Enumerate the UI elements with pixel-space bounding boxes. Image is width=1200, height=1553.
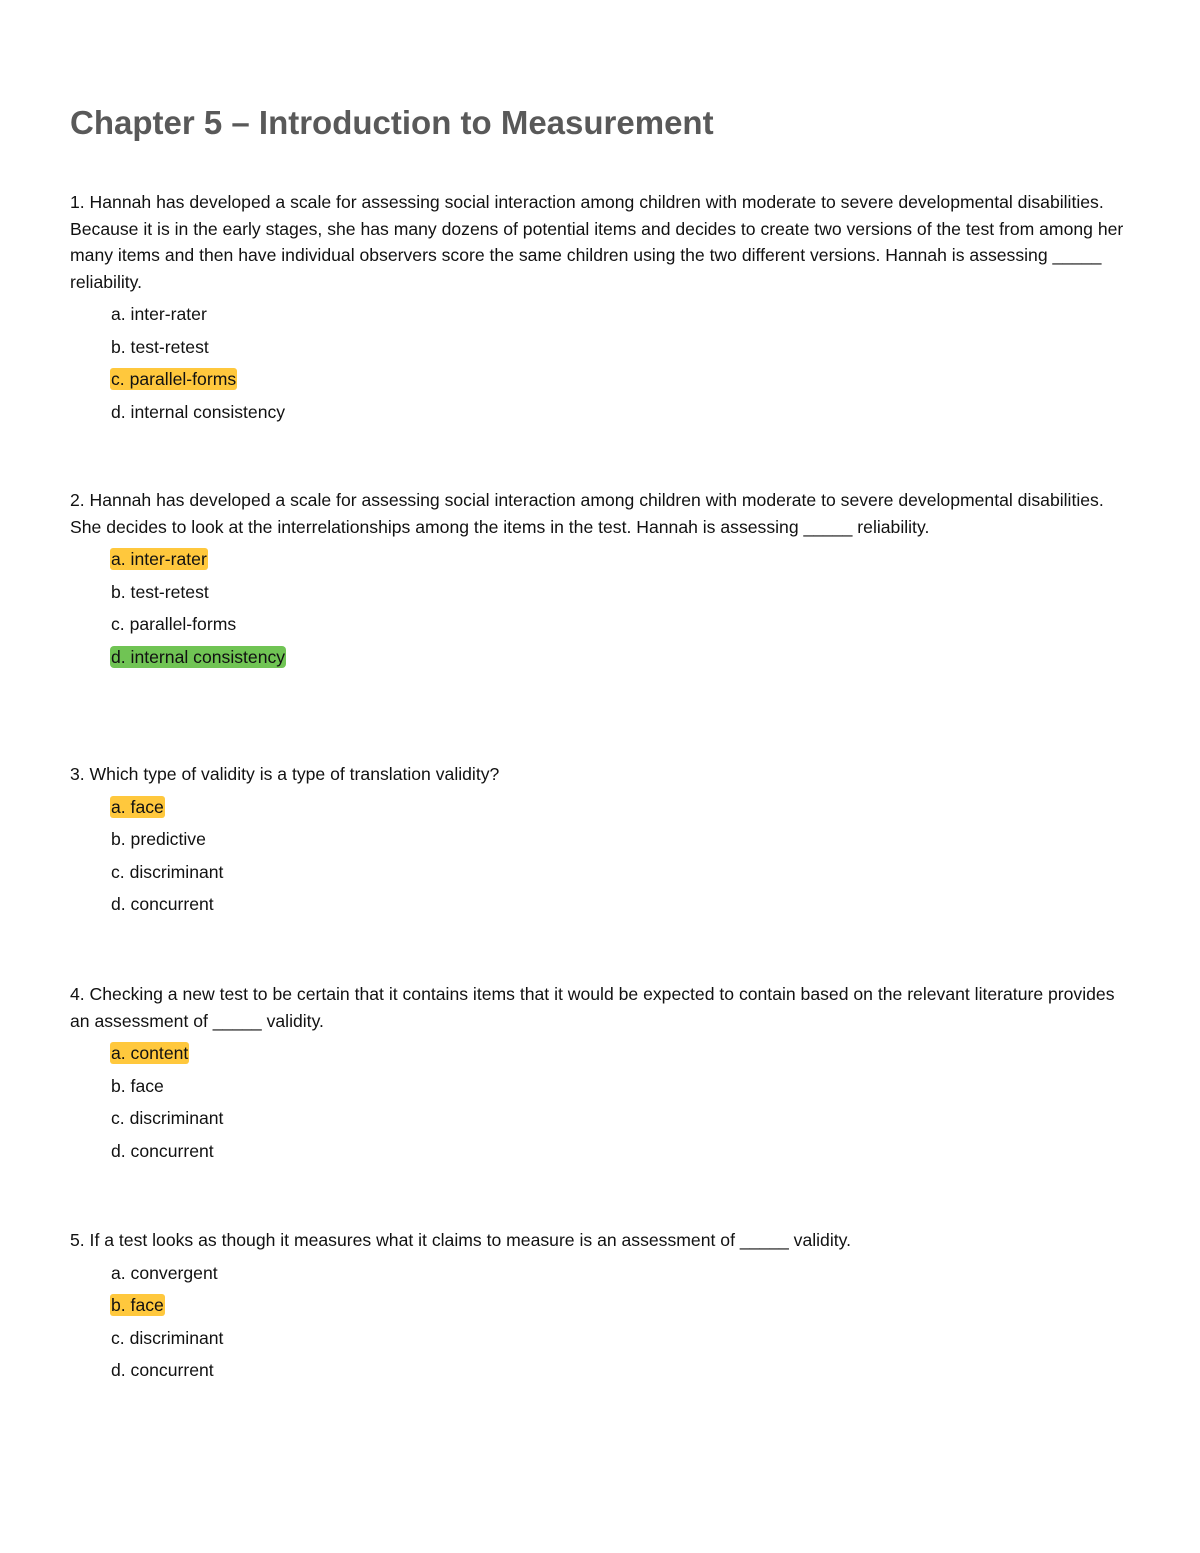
answer-options — [110, 298, 1135, 428]
answer-option-c — [110, 1102, 1135, 1135]
answer-option-d — [110, 888, 1135, 921]
answer-option-b — [110, 331, 1135, 364]
answer-option-text: d. concurrent — [111, 1360, 214, 1380]
answer-options — [110, 791, 1135, 921]
answer-option-b — [110, 1289, 1135, 1322]
answer-option-text: c. parallel-forms — [111, 369, 237, 389]
question-1 — [70, 189, 1135, 428]
answer-option-d — [110, 396, 1135, 429]
answer-option-b — [110, 823, 1135, 856]
answer-option-text: b. predictive — [111, 829, 206, 849]
answer-option-d — [110, 641, 1135, 674]
answer-option-text: d. internal consistency — [111, 401, 286, 422]
answer-option-text: a. inter-rater — [111, 304, 207, 324]
answer-option-text: a. convergent — [111, 1262, 218, 1283]
answer-options — [110, 1257, 1135, 1387]
answer-option-text: d. internal consistency — [111, 646, 286, 667]
answer-option-c — [110, 363, 1135, 396]
answer-option-a — [110, 1037, 1135, 1070]
answer-option-text: c. parallel-forms — [111, 614, 237, 634]
answer-option-d — [110, 1354, 1135, 1387]
answer-option-b — [110, 576, 1135, 609]
answer-option-text: b. face — [111, 1295, 164, 1315]
question-stem: 2. Hannah has developed a scale for assessing social interaction among children with moderate to severe developmental disabilities. She decides to look at the interrelationships among the items in the test. Hannah is assessing _____ reliability. — [70, 490, 1104, 537]
answer-option-c — [110, 1322, 1135, 1355]
answer-option-text: b. face — [111, 1075, 164, 1096]
answer-option-text: c. discriminant — [111, 861, 224, 882]
answer-option-a — [110, 543, 1135, 576]
question-stem: 3. Which type of validity is a type of translation validity? — [70, 764, 500, 784]
question-stem: 4. Checking a new test to be certain that it contains items that it would be expected to contain based on the relevant literature provides an assessment of _____ validity. — [70, 984, 1115, 1031]
answer-options — [110, 1037, 1135, 1167]
answer-option-text: c. discriminant — [111, 1108, 224, 1128]
answer-option-d — [110, 1135, 1135, 1168]
question-stem: 5. If a test looks as though it measures what it claims to measure is an assessment of _____ validity. — [70, 1230, 852, 1250]
question-2 — [70, 487, 1135, 673]
question-stem: 1. Hannah has developed a scale for assessing social interaction among children with moderate to severe developmental disabilities. Because it is in the early stages, she has many dozens of potential items and decides to create two versions of the test from among her many items and then have individual observers score the same children using the two different versions. Hannah is assessing _____ reliability. — [70, 192, 1124, 292]
question-4 — [70, 981, 1135, 1167]
answer-option-text: c. discriminant — [111, 1327, 224, 1348]
answer-option-text: b. test-retest — [111, 336, 209, 357]
answer-option-text: a. content — [111, 1043, 189, 1063]
answer-option-text: a. face — [111, 796, 164, 817]
answer-option-text: a. inter-rater — [111, 549, 207, 569]
answer-options — [110, 543, 1135, 673]
answer-option-c — [110, 608, 1135, 641]
answer-option-text: b. test-retest — [111, 581, 209, 602]
question-5 — [70, 1227, 1135, 1387]
answer-option-a — [110, 1257, 1135, 1290]
answer-option-a — [110, 791, 1135, 824]
question-3 — [70, 761, 1135, 921]
answer-option-c — [110, 856, 1135, 889]
answer-option-a — [110, 298, 1135, 331]
answer-option-text: d. concurrent — [111, 894, 214, 914]
page-title: Chapter 5 – Introduction to Measurement — [70, 104, 714, 141]
answer-option-text: d. concurrent — [111, 1140, 214, 1161]
answer-option-b — [110, 1070, 1135, 1103]
